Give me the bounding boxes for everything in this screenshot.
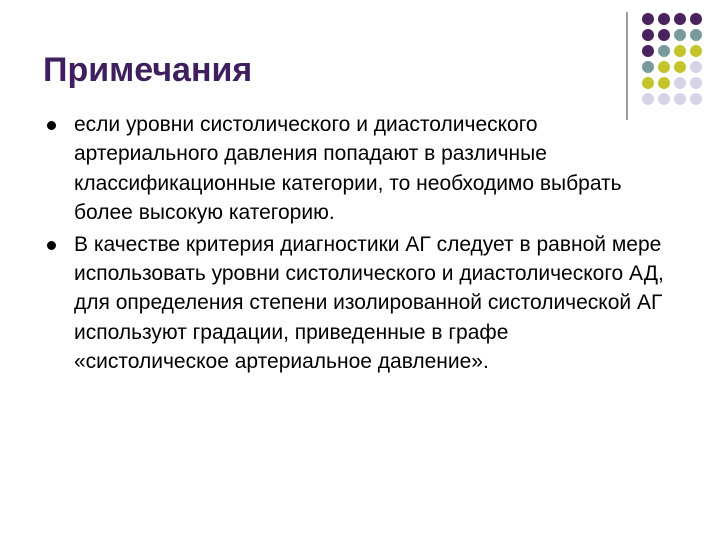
decorative-dot [674, 13, 686, 25]
decorative-dot [674, 77, 686, 89]
decorative-dot [690, 61, 702, 73]
decorative-dot [658, 13, 670, 25]
decorative-dot [642, 45, 654, 57]
decorative-dot [642, 61, 654, 73]
slide-title: Примечания [43, 51, 253, 89]
decorative-dot [690, 29, 702, 41]
decorative-dot [642, 13, 654, 25]
decorative-dot [658, 45, 670, 57]
decorative-dot [674, 29, 686, 41]
vertical-divider [626, 12, 628, 120]
bullet-item [46, 230, 666, 377]
decorative-dot [658, 93, 670, 105]
bullet-marker-icon [47, 241, 56, 250]
decorative-dot [690, 13, 702, 25]
bullet-list [46, 110, 666, 379]
decorative-dot [658, 77, 670, 89]
decorative-dot [642, 29, 654, 41]
decorative-dot [642, 77, 654, 89]
decorative-dot [658, 61, 670, 73]
decorative-dot [642, 93, 654, 105]
decorative-dot [690, 77, 702, 89]
decorative-dot [690, 93, 702, 105]
decorative-dot [674, 61, 686, 73]
decorative-dot [658, 29, 670, 41]
decorative-dot [674, 45, 686, 57]
bullet-text: В качестве критерия диагностики АГ следует в равной мере использовать уровни систолического и диастолического АД, для определения степени изолированной систолической АГ используют градации, приведенные в графе «систолическое артериальное давление». [74, 232, 664, 374]
bullet-marker-icon [47, 121, 56, 130]
bullet-item [46, 110, 666, 228]
bullet-text: если уровни систолического и диастолического артериального давления попадают в различные классификационные категории, то необходимо выбрать более высокую категорию. [74, 113, 622, 225]
decorative-dot [690, 45, 702, 57]
decorative-dot [674, 93, 686, 105]
